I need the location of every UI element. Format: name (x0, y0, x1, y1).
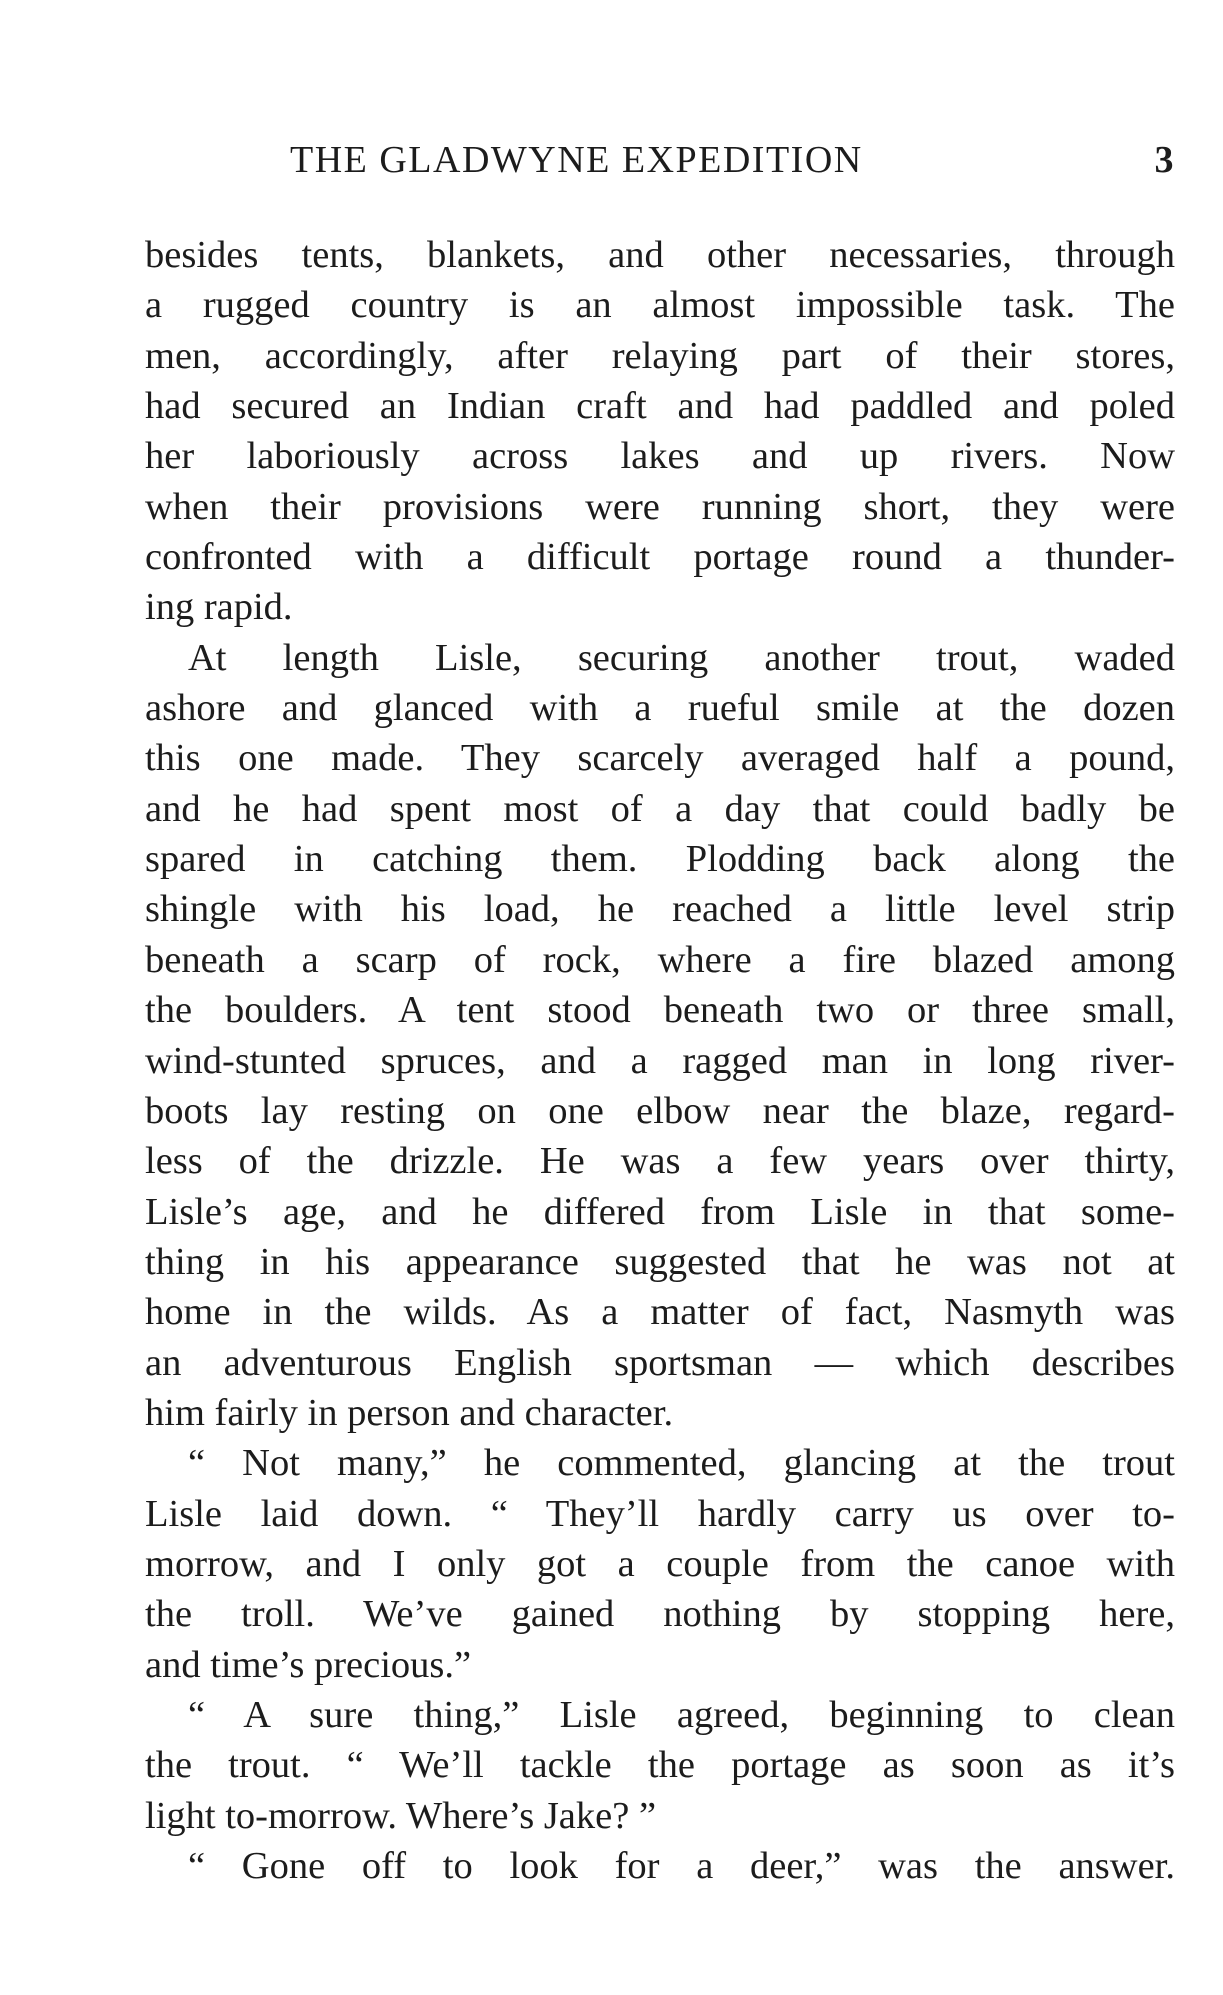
text-line: Lisle’s age, and he differed from Lisle in that some- (145, 1190, 1175, 1233)
paragraph (145, 1438, 1175, 1690)
text-line: “ A sure thing,” Lisle agreed, beginning to clean (188, 1693, 1175, 1736)
text-line: confronted with a difficult portage round a thunder- (145, 536, 1175, 579)
text-line: morrow, and I only got a couple from the canoe with (145, 1542, 1175, 1585)
text-line: a rugged country is an almost impossible task. The (145, 284, 1175, 327)
text-line: ing rapid. (145, 586, 293, 629)
text-line: and time’s precious.” (145, 1643, 472, 1686)
running-head (145, 138, 1175, 188)
text-line: boots lay resting on one elbow near the blaze, regard- (145, 1089, 1175, 1132)
text-line: “ Gone off to look for a deer,” was the answer. (188, 1845, 1175, 1887)
text-line: and he had spent most of a day that could badly be (145, 787, 1175, 830)
text-line: besides tents, blankets, and other necessaries, through (145, 234, 1175, 276)
text-line: her laboriously across lakes and up rivers. Now (145, 435, 1175, 478)
paragraph (145, 1841, 1175, 1891)
text-line: less of the drizzle. He was a few years over thirty, (145, 1140, 1175, 1183)
text-line: shingle with his load, he reached a little level strip (145, 888, 1175, 931)
paragraph (145, 230, 1175, 633)
text-line: thing in his appearance suggested that he was not at (145, 1240, 1175, 1283)
text-line: him fairly in person and character. (145, 1391, 674, 1434)
text-line: ashore and glanced with a rueful smile at the dozen (145, 687, 1175, 730)
text-line: home in the wilds. As a matter of fact, Nasmyth was (145, 1291, 1175, 1334)
paragraph (145, 633, 1175, 1439)
text-line: the boulders. A tent stood beneath two or three small, (145, 989, 1175, 1032)
text-line: the trout. “ We’ll tackle the portage as soon as it’s (145, 1744, 1175, 1787)
text-line: beneath a scarp of rock, where a fire blazed among (145, 938, 1175, 981)
text-line: this one made. They scarcely averaged half a pound, (145, 737, 1175, 780)
text-line: wind-stunted spruces, and a ragged man in long river- (145, 1039, 1175, 1082)
text-line: an adventurous English sportsman — which describes (145, 1341, 1175, 1384)
text-line: men, accordingly, after relaying part of their stores, (145, 334, 1175, 377)
text-line: the troll. We’ve gained nothing by stopping here, (145, 1593, 1175, 1636)
text-line: “ Not many,” he commented, glancing at the trout (188, 1442, 1175, 1485)
paragraph (145, 1690, 1175, 1841)
text-line: had secured an Indian craft and had paddled and poled (145, 385, 1175, 428)
text-line: At length Lisle, securing another trout, waded (188, 636, 1175, 679)
text-line: spared in catching them. Plodding back along the (145, 838, 1175, 881)
page-number: 3 (1154, 139, 1175, 181)
running-title: THE GLADWYNE EXPEDITION (290, 139, 863, 181)
text-line: light to-morrow. Where’s Jake? ” (145, 1794, 657, 1837)
text-line: Lisle laid down. “ They’ll hardly carry us over to- (145, 1492, 1175, 1535)
text-line: when their provisions were running short, they were (145, 485, 1175, 528)
body-text (145, 230, 1175, 1891)
